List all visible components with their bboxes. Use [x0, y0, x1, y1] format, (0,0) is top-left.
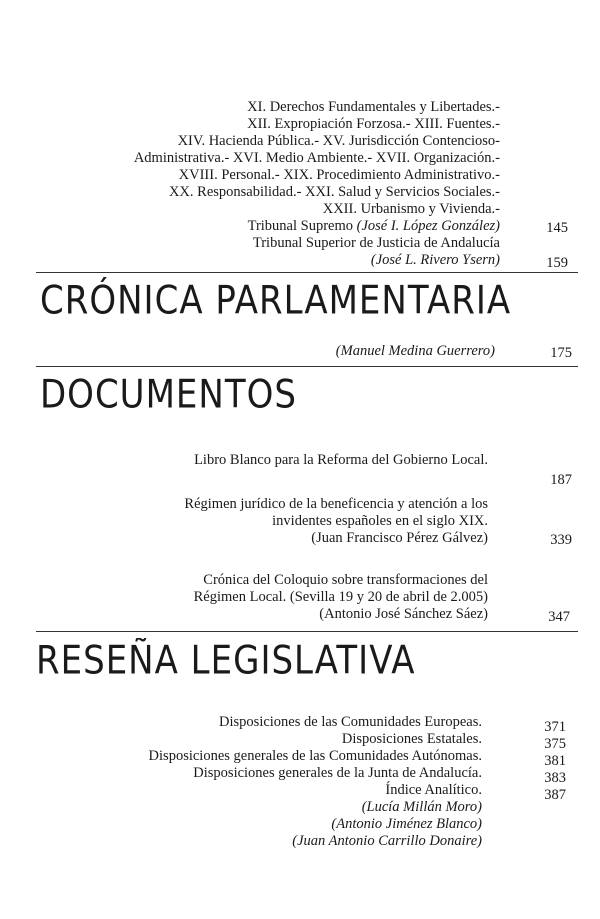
resena-author: (Lucía Millán Moro): [361, 799, 482, 815]
doc-entry-2-page: 339: [550, 532, 572, 548]
resena-item: Índice Analítico.: [385, 782, 482, 798]
ts-author: (José I. López González): [356, 218, 500, 234]
doc-entry-2-line: invidentes españoles en el siglo XIX.: [272, 513, 488, 529]
intro-line: XI. Derechos Fundamentales y Libertades.-: [247, 99, 500, 115]
section-title-resena: RESEÑA LEGISLATIVA: [36, 638, 416, 684]
doc-entry-3-author: (Antonio José Sánchez Sáez): [319, 606, 488, 622]
intro-line: Administrativa.- XVI. Medio Ambiente.- XVII. Organización.-: [133, 150, 500, 166]
ts-entry: [248, 218, 500, 235]
doc-entry-3-line: Régimen Local. (Sevilla 19 y 20 de abril de 2.005): [193, 589, 488, 605]
ts-page-number: 145: [546, 220, 568, 236]
tsja-label: Tribunal Superior de Justicia de Andalucía: [252, 235, 500, 251]
resena-item-page: 387: [544, 787, 566, 803]
resena-item-page: 371: [544, 719, 566, 735]
resena-item: Disposiciones Estatales.: [341, 731, 482, 747]
doc-entry-2-line: Régimen jurídico de la beneficencia y atención a los: [184, 496, 488, 512]
resena-author: (Antonio Jiménez Blanco): [331, 816, 482, 832]
intro-line: XII. Expropiación Forzosa.- XIII. Fuentes.-: [247, 116, 500, 132]
intro-line: XX. Responsabilidad.- XXI. Salud y Servicios Sociales.-: [168, 184, 500, 200]
resena-item-page: 383: [544, 770, 566, 786]
intro-line: XXII. Urbanismo y Vivienda.-: [322, 201, 500, 217]
section-title-cronica: CRÓNICA PARLAMENTARIA: [40, 278, 512, 324]
doc-entry-3-page: 347: [548, 609, 570, 625]
cronica-page-number: 175: [550, 345, 572, 361]
resena-item: Disposiciones de las Comunidades Europeas.: [219, 714, 482, 730]
tsja-page-number: 159: [546, 255, 568, 271]
resena-item-page: 375: [544, 736, 566, 752]
doc-entry-3-line: Crónica del Coloquio sobre transformaciones del: [203, 572, 488, 588]
resena-item-page: 381: [544, 753, 566, 769]
resena-item: Disposiciones generales de las Comunidades Autónomas.: [148, 748, 482, 764]
doc-entry-2-author: (Juan Francisco Pérez Gálvez): [311, 530, 488, 546]
resena-item: Disposiciones generales de la Junta de Andalucía.: [193, 765, 482, 781]
doc-entry-1-title: Libro Blanco para la Reforma del Gobierno Local.: [194, 452, 488, 468]
doc-entry-1-page: 187: [550, 472, 572, 488]
cronica-author: (Manuel Medina Guerrero): [335, 343, 495, 359]
divider: [36, 366, 578, 367]
intro-line: XVIII. Personal.- XIX. Procedimiento Administrativo.-: [178, 167, 500, 183]
tsja-author: (José L. Rivero Ysern): [370, 252, 500, 268]
ts-label: Tribunal Supremo: [247, 218, 353, 234]
divider: [36, 631, 578, 632]
section-title-documentos: DOCUMENTOS: [40, 372, 297, 418]
divider: [36, 272, 578, 273]
resena-author: (Juan Antonio Carrillo Donaire): [292, 833, 482, 849]
intro-line: XIV. Hacienda Pública.- XV. Jurisdicción Contencioso-: [177, 133, 500, 149]
